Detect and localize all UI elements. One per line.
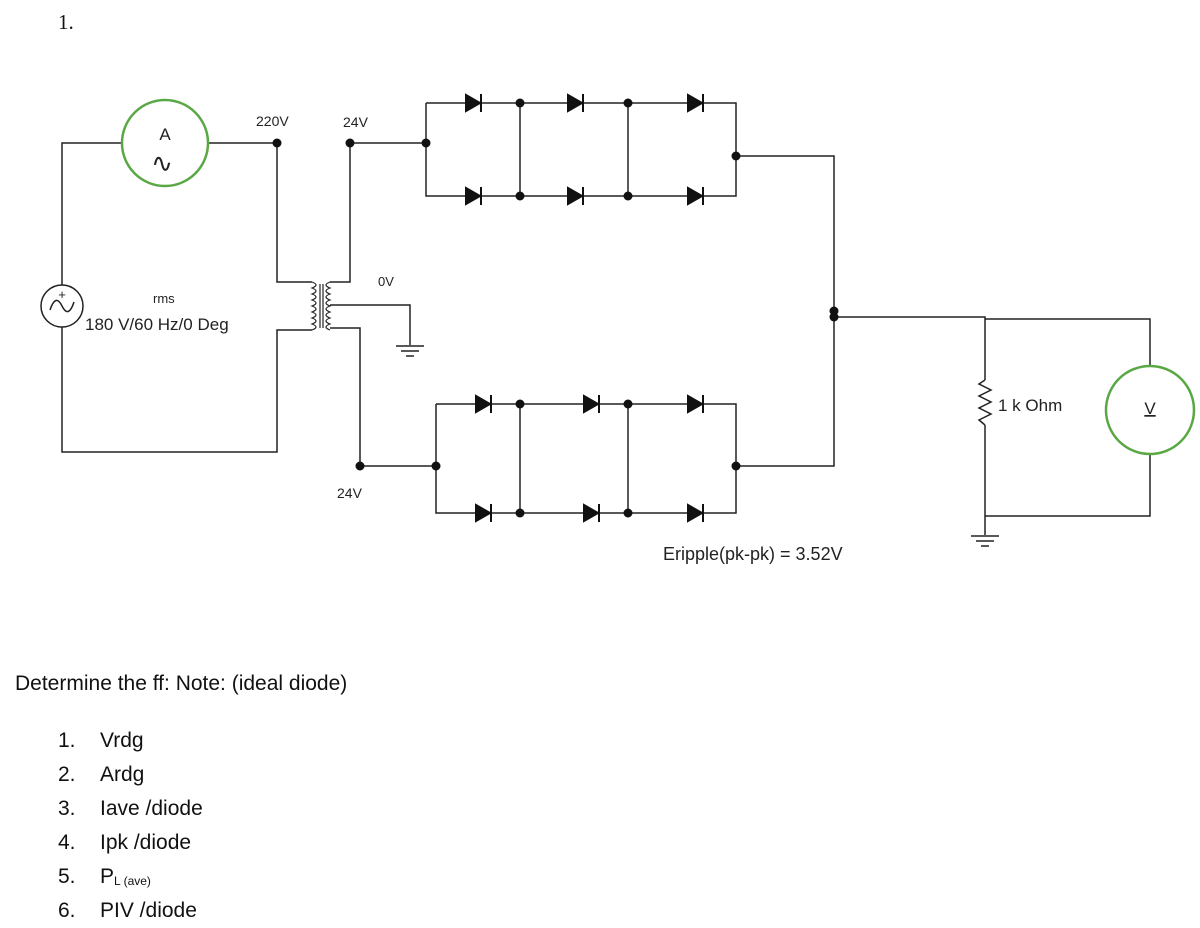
list-item: 1. Vrdg [58, 729, 144, 752]
junction-24-top [346, 139, 355, 148]
junction-bus-2 [830, 313, 839, 322]
junction-bottom-out [732, 462, 741, 471]
task-list [58, 724, 203, 928]
ac-wave-icon: ∿ [151, 148, 173, 178]
primary-voltage-label: 220V [256, 113, 289, 129]
diodes [466, 94, 703, 522]
source-polarity: + [58, 287, 66, 302]
wire-primary-loop [62, 143, 122, 285]
junction-top-1 [516, 99, 525, 108]
wire-ammeter-to-220 [208, 143, 312, 282]
diode-top-2 [568, 94, 583, 112]
diode-bot-4 [476, 504, 491, 522]
diode-top-3 [688, 94, 703, 112]
center-tap-label: 0V [378, 274, 394, 289]
voltmeter-letter: V [1144, 399, 1156, 418]
junction-top-4 [624, 192, 633, 201]
load-label: 1 k Ohm [998, 396, 1063, 415]
junction-top-2 [624, 99, 633, 108]
junction-220 [273, 139, 282, 148]
list-item: 3. Iave /diode [58, 797, 203, 820]
junction-bot-4 [624, 509, 633, 518]
source-value-label: 180 V/60 Hz/0 Deg [85, 315, 229, 334]
secondary-bottom-label: 24V [337, 485, 362, 501]
list-item: 2. Ardg [58, 763, 145, 786]
load-resistor [979, 380, 991, 425]
diode-bot-3 [688, 395, 703, 413]
secondary-top-label: 24V [343, 114, 368, 130]
junction-24-bottom [356, 462, 365, 471]
list-item: 5. PL (ave) [58, 865, 151, 888]
wire-voltmeter-top [985, 319, 1150, 376]
wire-center-tap [330, 305, 410, 345]
diode-bot-6 [688, 504, 703, 522]
list-item: 4. Ipk /diode [58, 831, 192, 854]
wire-secondary-bottom [330, 328, 436, 466]
wire-bottom-bridge [436, 404, 736, 513]
list-item: 6. PIV /diode [58, 899, 197, 922]
ground-load [971, 536, 999, 546]
transformer [312, 282, 330, 330]
diode-bot-1 [476, 395, 491, 413]
ammeter-letter: A [159, 125, 171, 144]
junction-top-out [732, 152, 741, 161]
ac-source [41, 285, 83, 327]
diode-top-1 [466, 94, 481, 112]
ripple-label: Eripple(pk-pk) = 3.52V [663, 544, 843, 564]
junction-top-bridge-in [422, 139, 431, 148]
wire-secondary-top [330, 143, 426, 282]
wire-top-bridge [426, 103, 736, 196]
problem-number: 1. [58, 10, 74, 34]
wire-to-load [834, 317, 985, 380]
wire-top-output [736, 156, 834, 317]
voltmeter [1106, 366, 1194, 454]
ammeter [122, 100, 208, 186]
wire-bottom-output [736, 317, 834, 466]
wire-source-return [62, 327, 312, 452]
junction-top-3 [516, 192, 525, 201]
diode-top-4 [466, 187, 481, 205]
diode-top-5 [568, 187, 583, 205]
diode-bot-2 [584, 395, 599, 413]
diode-top-6 [688, 187, 703, 205]
rms-label: rms [153, 291, 175, 306]
question-text: Determine the ff: Note: (ideal diode) [15, 672, 348, 695]
junction-bot-1 [516, 400, 525, 409]
junction-bot-3 [516, 509, 525, 518]
diode-bot-5 [584, 504, 599, 522]
ground-center [396, 346, 424, 356]
junction-bot-2 [624, 400, 633, 409]
junction-bottom-bridge-in [432, 462, 441, 471]
junctions [273, 99, 839, 518]
secondary-coil [326, 282, 330, 330]
wire-voltmeter-bottom [985, 444, 1150, 516]
primary-coil [312, 282, 316, 330]
